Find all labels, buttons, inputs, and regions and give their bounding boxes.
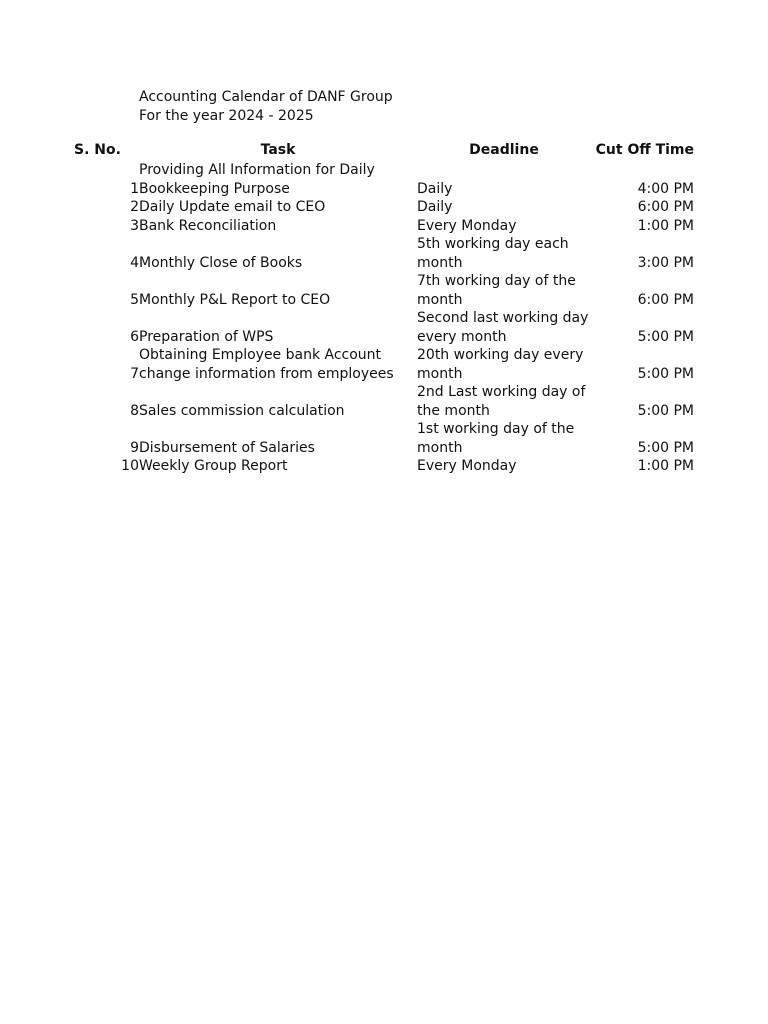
row-deadline: Every Monday bbox=[417, 217, 517, 234]
row-deadline: Daily bbox=[417, 180, 453, 197]
table-row bbox=[74, 198, 694, 217]
row-task: Monthly Close of Books bbox=[139, 254, 303, 271]
table-header-row bbox=[74, 141, 694, 161]
row-cutoff: 4:00 PM bbox=[637, 180, 694, 197]
row-cutoff: 5:00 PM bbox=[637, 365, 694, 382]
row-task: Bank Reconciliation bbox=[139, 217, 277, 234]
header-sno: S. No. bbox=[74, 142, 121, 158]
row-cutoff: 3:00 PM bbox=[637, 254, 694, 271]
table-row bbox=[74, 420, 694, 457]
header-cutoff: Cut Off Time bbox=[595, 142, 694, 158]
row-task: Daily Update email to CEO bbox=[139, 199, 326, 215]
row-sno: 1 bbox=[130, 180, 139, 197]
table-row bbox=[74, 235, 694, 272]
document-title-block bbox=[139, 88, 393, 125]
row-deadline: Second last working day every month bbox=[417, 310, 589, 345]
row-deadline: 1st working day of the month bbox=[417, 421, 575, 456]
row-deadline: 20th working day every month bbox=[417, 347, 584, 382]
header-deadline: Deadline bbox=[469, 142, 539, 158]
row-cutoff: 1:00 PM bbox=[637, 458, 694, 474]
row-sno: 7 bbox=[130, 365, 139, 382]
header-task: Task bbox=[260, 142, 296, 158]
row-task: Monthly P&L Report to CEO bbox=[139, 291, 331, 308]
row-sno: 8 bbox=[130, 402, 139, 419]
row-sno: 10 bbox=[121, 458, 139, 474]
row-cutoff: 5:00 PM bbox=[637, 328, 694, 345]
row-sno: 6 bbox=[130, 328, 139, 345]
table-row bbox=[74, 309, 694, 346]
accounting-calendar-table bbox=[74, 141, 694, 476]
row-sno: 3 bbox=[130, 217, 139, 234]
row-deadline: Every Monday bbox=[417, 458, 517, 474]
document-subtitle: For the year 2024 - 2025 bbox=[139, 107, 314, 124]
row-task: Obtaining Employee bank Account change information from employees bbox=[139, 347, 394, 382]
table-row bbox=[74, 457, 694, 476]
row-sno: 2 bbox=[130, 199, 139, 215]
table-row bbox=[74, 346, 694, 383]
row-cutoff: 5:00 PM bbox=[637, 402, 694, 419]
row-task: Weekly Group Report bbox=[139, 458, 288, 474]
row-cutoff: 1:00 PM bbox=[637, 217, 694, 234]
row-sno: 9 bbox=[130, 439, 139, 456]
table-row bbox=[74, 272, 694, 309]
row-deadline: Daily bbox=[417, 199, 453, 215]
row-cutoff: 6:00 PM bbox=[637, 291, 694, 308]
document-title: Accounting Calendar of DANF Group bbox=[139, 89, 393, 105]
row-task: Sales commission calculation bbox=[139, 402, 345, 419]
row-sno: 4 bbox=[130, 254, 139, 271]
row-task: Disbursement of Salaries bbox=[139, 439, 315, 456]
row-sno: 5 bbox=[130, 291, 139, 308]
row-deadline: 5th working day each month bbox=[417, 236, 569, 271]
row-deadline: 7th working day of the month bbox=[417, 273, 576, 308]
row-cutoff: 6:00 PM bbox=[637, 199, 694, 215]
table-row bbox=[74, 161, 694, 198]
row-deadline: 2nd Last working day of the month bbox=[417, 384, 586, 419]
table-row bbox=[74, 217, 694, 236]
row-task: Preparation of WPS bbox=[139, 328, 274, 345]
table-row bbox=[74, 383, 694, 420]
row-cutoff: 5:00 PM bbox=[637, 439, 694, 456]
row-task: Providing All Information for Daily Bookkeeping Purpose bbox=[139, 162, 375, 197]
